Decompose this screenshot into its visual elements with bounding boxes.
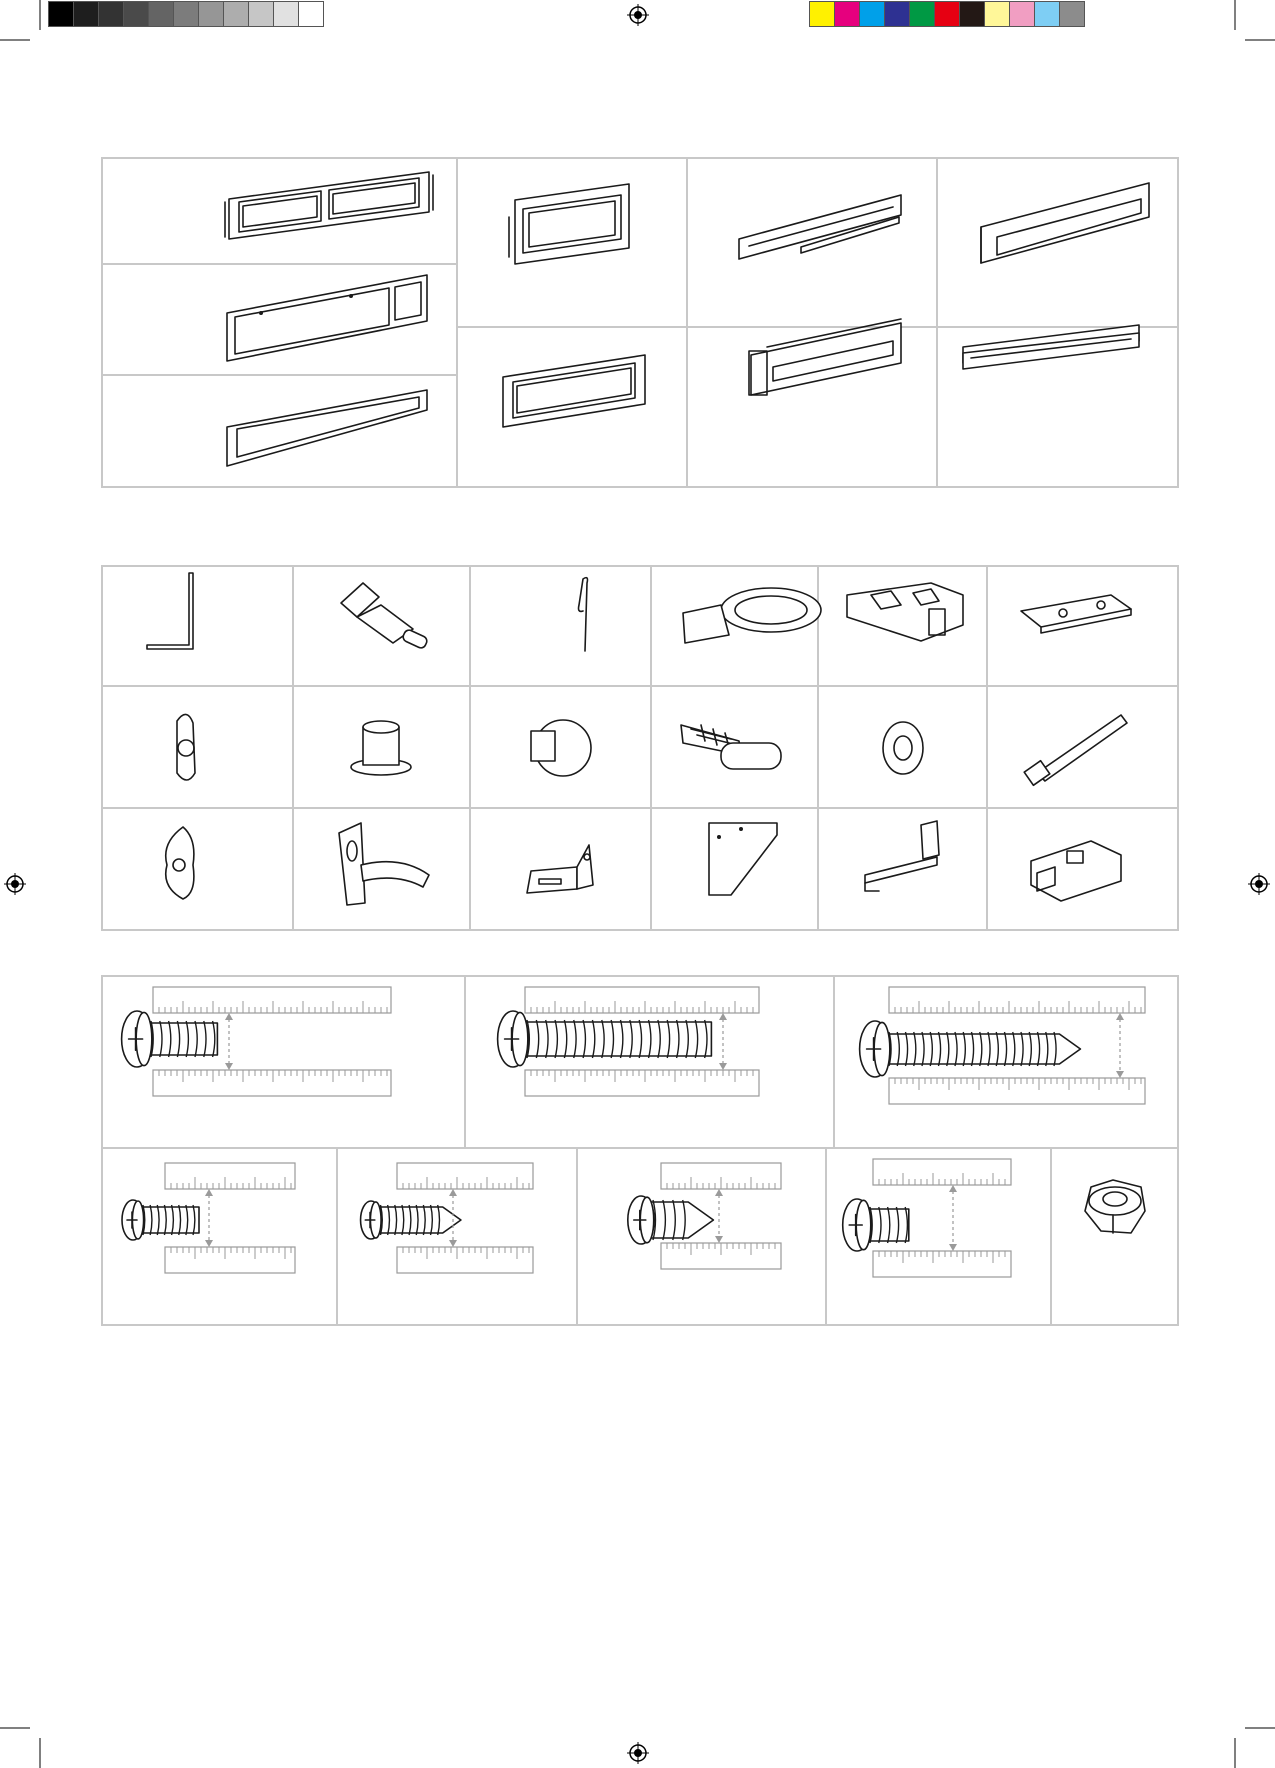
fittings-table [101,565,1179,931]
knob-plug [531,720,591,776]
grip-handle [681,725,781,769]
screw-long-pointed [860,987,1145,1104]
l-bracket-long [147,573,193,649]
side-frame-tapered [981,183,1149,263]
foam-tape-roll [683,588,821,643]
screw-wide-flat [843,1159,1011,1277]
registration-mark-left [4,873,26,895]
sliding-bracket [1021,595,1131,633]
panels-table [101,157,1179,488]
angle-bracket-small [527,845,593,893]
screws-table [101,975,1179,1327]
registration-mark-bottom [627,1742,649,1764]
screw-long-fine [498,987,759,1096]
washer [883,722,923,774]
wing-nut-plate [166,827,194,899]
registration-mark-top [627,4,649,26]
screw-small-pointed [361,1163,533,1273]
panel-tapered-frame [227,390,427,466]
screw-short-wide [122,987,391,1096]
box-frame [749,319,901,395]
panel-short-frame [503,355,645,427]
registration-mark-right [1248,873,1270,895]
screw-small-flat [122,1163,295,1273]
screw-wide-pointed [628,1163,781,1269]
wall-anchor-pin [1024,715,1127,785]
rail-double [963,325,1139,369]
panel-long-frame [227,275,427,361]
hook-bracket [339,823,429,905]
mounting-plate-oval [177,714,195,780]
flanged-cap [351,721,411,775]
shelf-bracket-slide [865,821,939,891]
latch-block [1031,841,1121,901]
spring-clip [579,578,588,651]
plastic-bracket-block [847,583,963,641]
hinge [341,583,428,650]
panel-short-window [509,184,629,264]
rail-tapered [739,195,901,259]
panel-long-double-window [225,172,433,239]
hex-nut [1085,1180,1145,1233]
corner-gusset [709,823,777,895]
